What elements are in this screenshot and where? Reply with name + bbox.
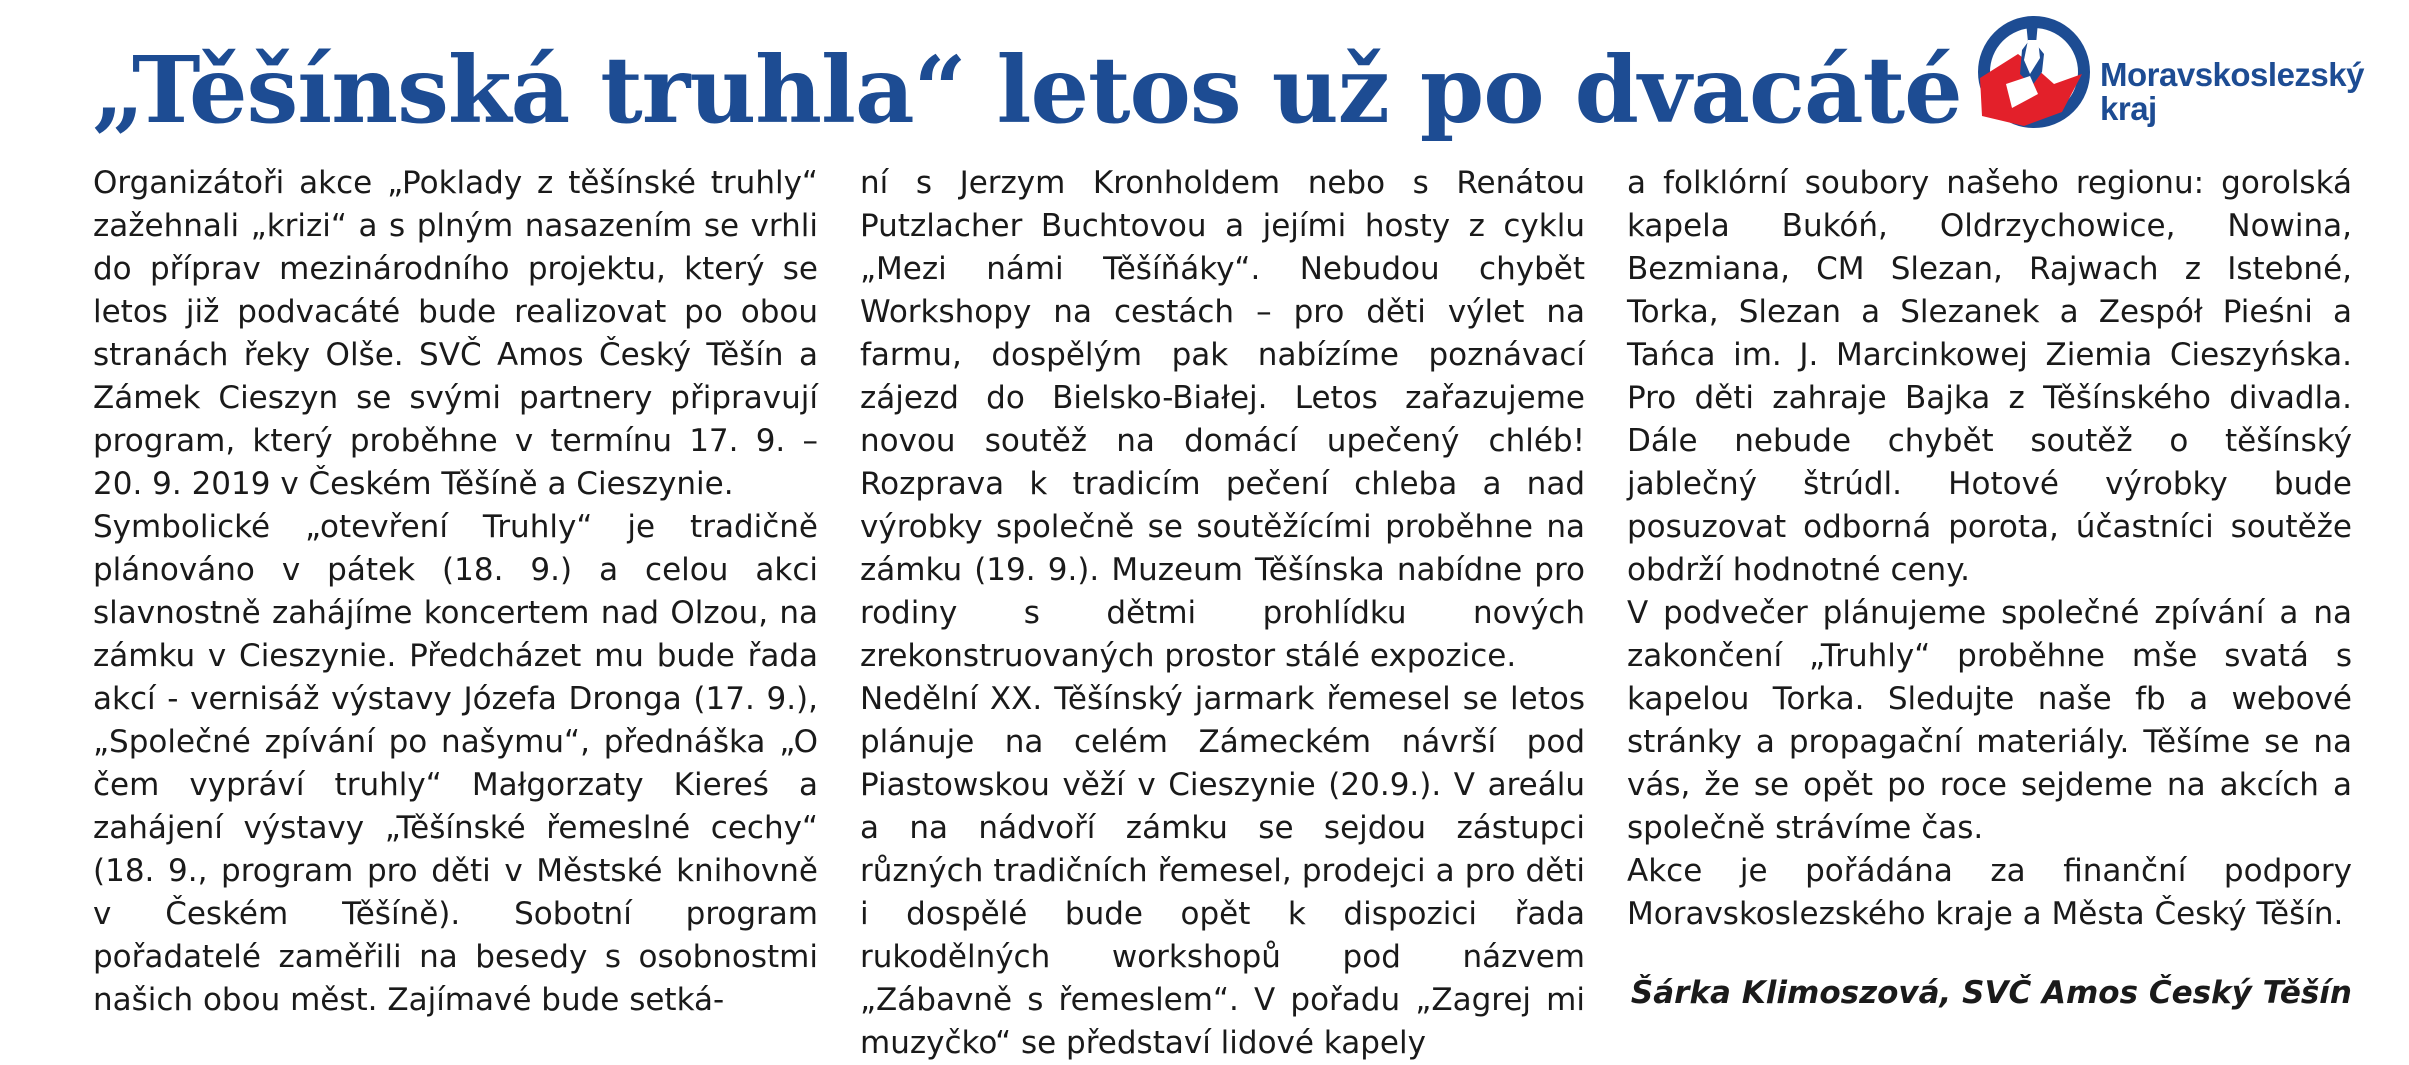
paragraph: a folklórní soubory našeho regionu: gorolská kapela Bukóń, Oldrzychowice, Nowina, Bezmiana, CM Slezan, Rajwach z Istebné, Torka, Slezan a Slezanek a Zespół Pieśni a Tańca im. J. Marcinkowej Ziemia Cieszyńska. Pro děti zahraje Bajka z Těšínského divadla. Dále nebude chybět soutěž o těšínský jablečný štrúdl. Hotové výrobky bude posuzovat odborná porota, účastníci soutěže obdrží hodnotné ceny. (1627, 165, 2352, 588)
article-headline: „Těšínská truhla“ letos už po dvacáté (92, 36, 1962, 144)
article-column-1 (93, 162, 818, 1022)
logo-line-1: Moravskoslezský (2100, 56, 2364, 93)
region-logo (1972, 14, 2364, 134)
logo-wordmark (2100, 58, 2364, 126)
author-signature: Šárka Klimoszová, SVČ Amos Český Těšín (1630, 975, 2352, 1011)
article-column-2 (860, 162, 1585, 1065)
paragraph: Symbolické „otevření Truhly“ je tradičně plánováno v pátek (18. 9.) a celou akci slavnostně zahájíme koncertem nad Olzou, na zámku v Cieszynie. Předcházet mu bude řada akcí - vernisáž výstavy Józefa Dronga (17. 9.), „Společné zpívání po našymu“, přednáška „O čem vypráví truhly“ Małgorzaty Kiereś a zahájení výstavy „Těšínské řemeslné cechy“ (18. 9., program pro děti v Městské knihovně v Českém Těšíně). Sobotní program pořadatelé zaměřili na besedy s osobnostmi našich obou měst. Zajímavé bude setká- (93, 509, 818, 1018)
paragraph: Organizátoři akce „Poklady z těšínské truhly“ zažehnali „krizi“ a s plným nasazením se vrhli do příprav mezinárodního projektu, který se letos již podvacáté bude realizovat po obou stranách řeky Olše. SVČ Amos Český Těšín a Zámek Cieszyn se svými partnery připravují program, který proběhne v termínu 17. 9. – 20. 9. 2019 v Českém Těšíně a Cieszynie. (93, 165, 818, 502)
article-column-3 (1627, 162, 2352, 1015)
paragraph: ní s Jerzym Kronholdem nebo s Renátou Putzlacher Buchtovou a jejími hosty z cyklu „Mezi námi Těšíňáky“. Nebudou chybět Workshopy na cestách – pro děti výlet na farmu, dospělým pak nabízíme poznávací zájezd do Bielsko-Białej. Letos zařazujeme novou soutěž na domácí upečený chléb! Rozprava k tradicím pečení chleba a nad výrobky společně se soutěžícími proběhne na zámku (19. 9.). Muzeum Těšínska nabídne pro rodiny s dětmi prohlídku nových zrekonstruovaných prostor stálé expozice. (860, 165, 1585, 674)
paragraph: Nedělní XX. Těšínský jarmark řemesel se letos plánuje na celém Zámeckém návrší pod Piastowskou věží v Cieszynie (20.9.). V areálu a na nádvoří zámku se sejdou zástupci různých tradičních řemesel, prodejci a pro děti i dospělé bude opět k dispozici řada rukodělných workshopů pod názvem „Zábavně s řemeslem“. V pořadu „Zagrej mi muzyčko“ se představí lidové kapely (860, 681, 1585, 1061)
moravskoslezsky-kraj-emblem-icon (1972, 14, 2102, 134)
logo-line-2: kraj (2100, 90, 2157, 127)
paragraph: V podvečer plánujeme společné zpívání a na zakončení „Truhly“ proběhne mše svatá s kapelou Torka. Sledujte naše fb a webové stránky a propagační materiály. Těšíme se na vás, že se opět po roce sejdeme na akcích a společně strávíme čas. (1627, 595, 2352, 846)
paragraph: Akce je pořádána za finanční podpory Moravskoslezského kraje a Města Český Těšín. (1627, 853, 2352, 932)
